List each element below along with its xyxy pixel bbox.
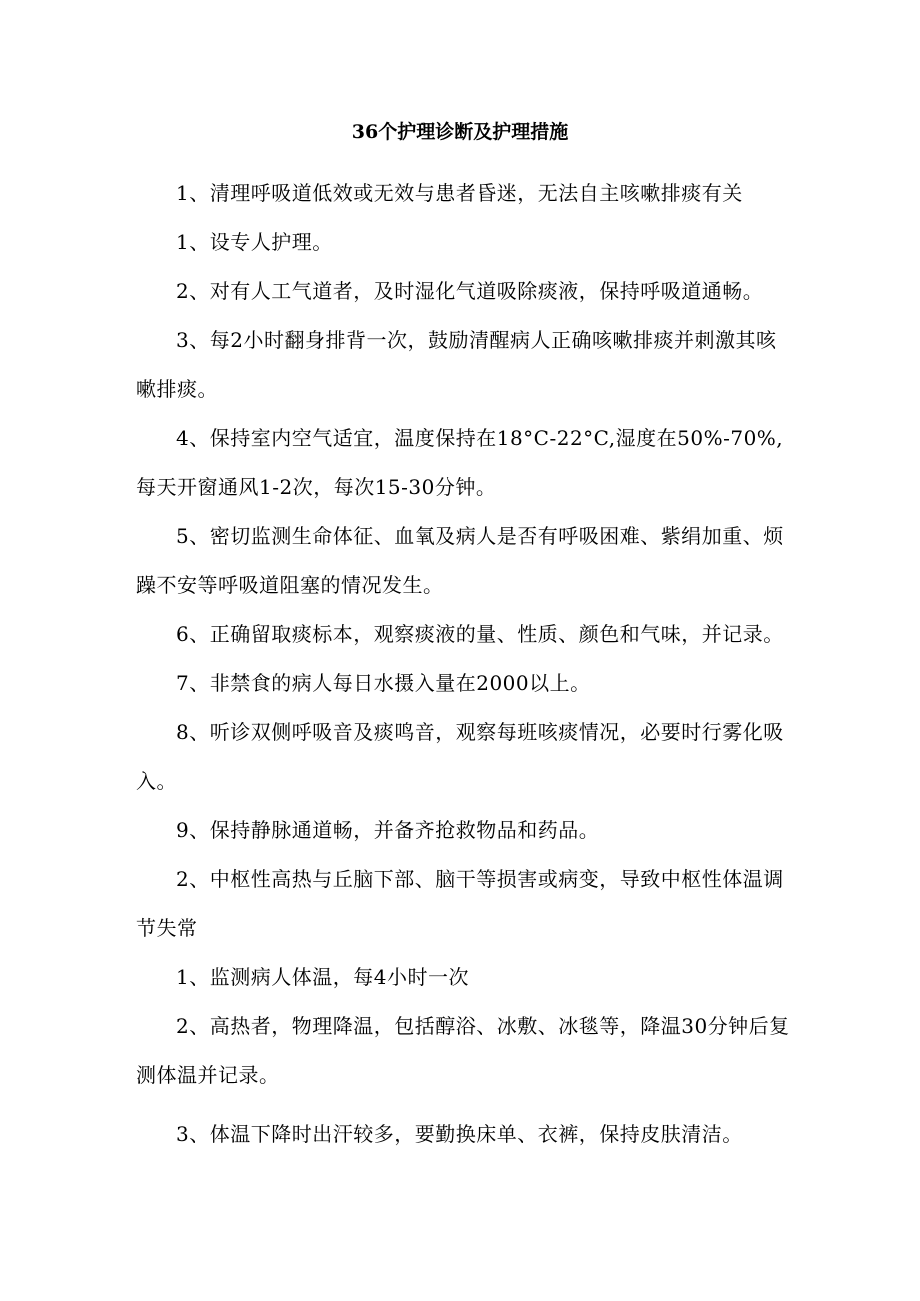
measure-item: 2、对有人工气道者，及时湿化气道吸除痰液，保持呼吸道通畅。 <box>176 279 764 303</box>
measure-item: 6、正确留取痰标本，观察痰液的量、性质、颜色和气味，并记录。 <box>176 622 784 646</box>
measure-item: 9、保持静脉通道畅，并备齐抢救物品和药品。 <box>176 818 600 842</box>
measure-item: 3、每2小时翻身排背一次，鼓励清醒病人正确咳嗽排痰并刺激其咳嗽排痰。 <box>136 328 777 401</box>
measure-item: 3、体温下降时出汗较多，要勤换床单、衣裤，保持皮肤清洁。 <box>176 1122 743 1146</box>
measure-item: 8、听诊双侧呼吸音及痰鸣音，观察每班咳痰情况，必要时行雾化吸入。 <box>136 720 784 793</box>
measure-item: 1、监测病人体温，每4小时一次 <box>176 965 469 989</box>
diagnosis-heading-1: 1、清理呼吸道低效或无效与患者昏迷，无法自主咳嗽排痰有关 <box>176 181 743 205</box>
page-title: 36个护理诊断及护理措施 <box>351 121 569 143</box>
measure-item: 4、保持室内空气适宜，温度保持在18°C-22°C,湿度在50%-70%,每天开窗通风1-2次，每次15-30分钟。 <box>136 426 784 499</box>
diagnosis-heading-2: 2、中枢性高热与丘脑下部、脑干等损害或病变，导致中枢性体温调节失常 <box>136 867 784 940</box>
measure-item: 2、高热者，物理降温，包括醇浴、冰敷、冰毯等，降温30分钟后复测体温并记录。 <box>136 1014 790 1087</box>
measure-item: 5、密切监测生命体征、血氧及病人是否有呼吸困难、紫绢加重、烦躁不安等呼吸道阻塞的情况发生。 <box>136 524 784 597</box>
measure-item: 7、非禁食的病人每日水摄入量在2000以上。 <box>176 671 591 695</box>
measure-item: 1、设专人护理。 <box>176 230 333 254</box>
